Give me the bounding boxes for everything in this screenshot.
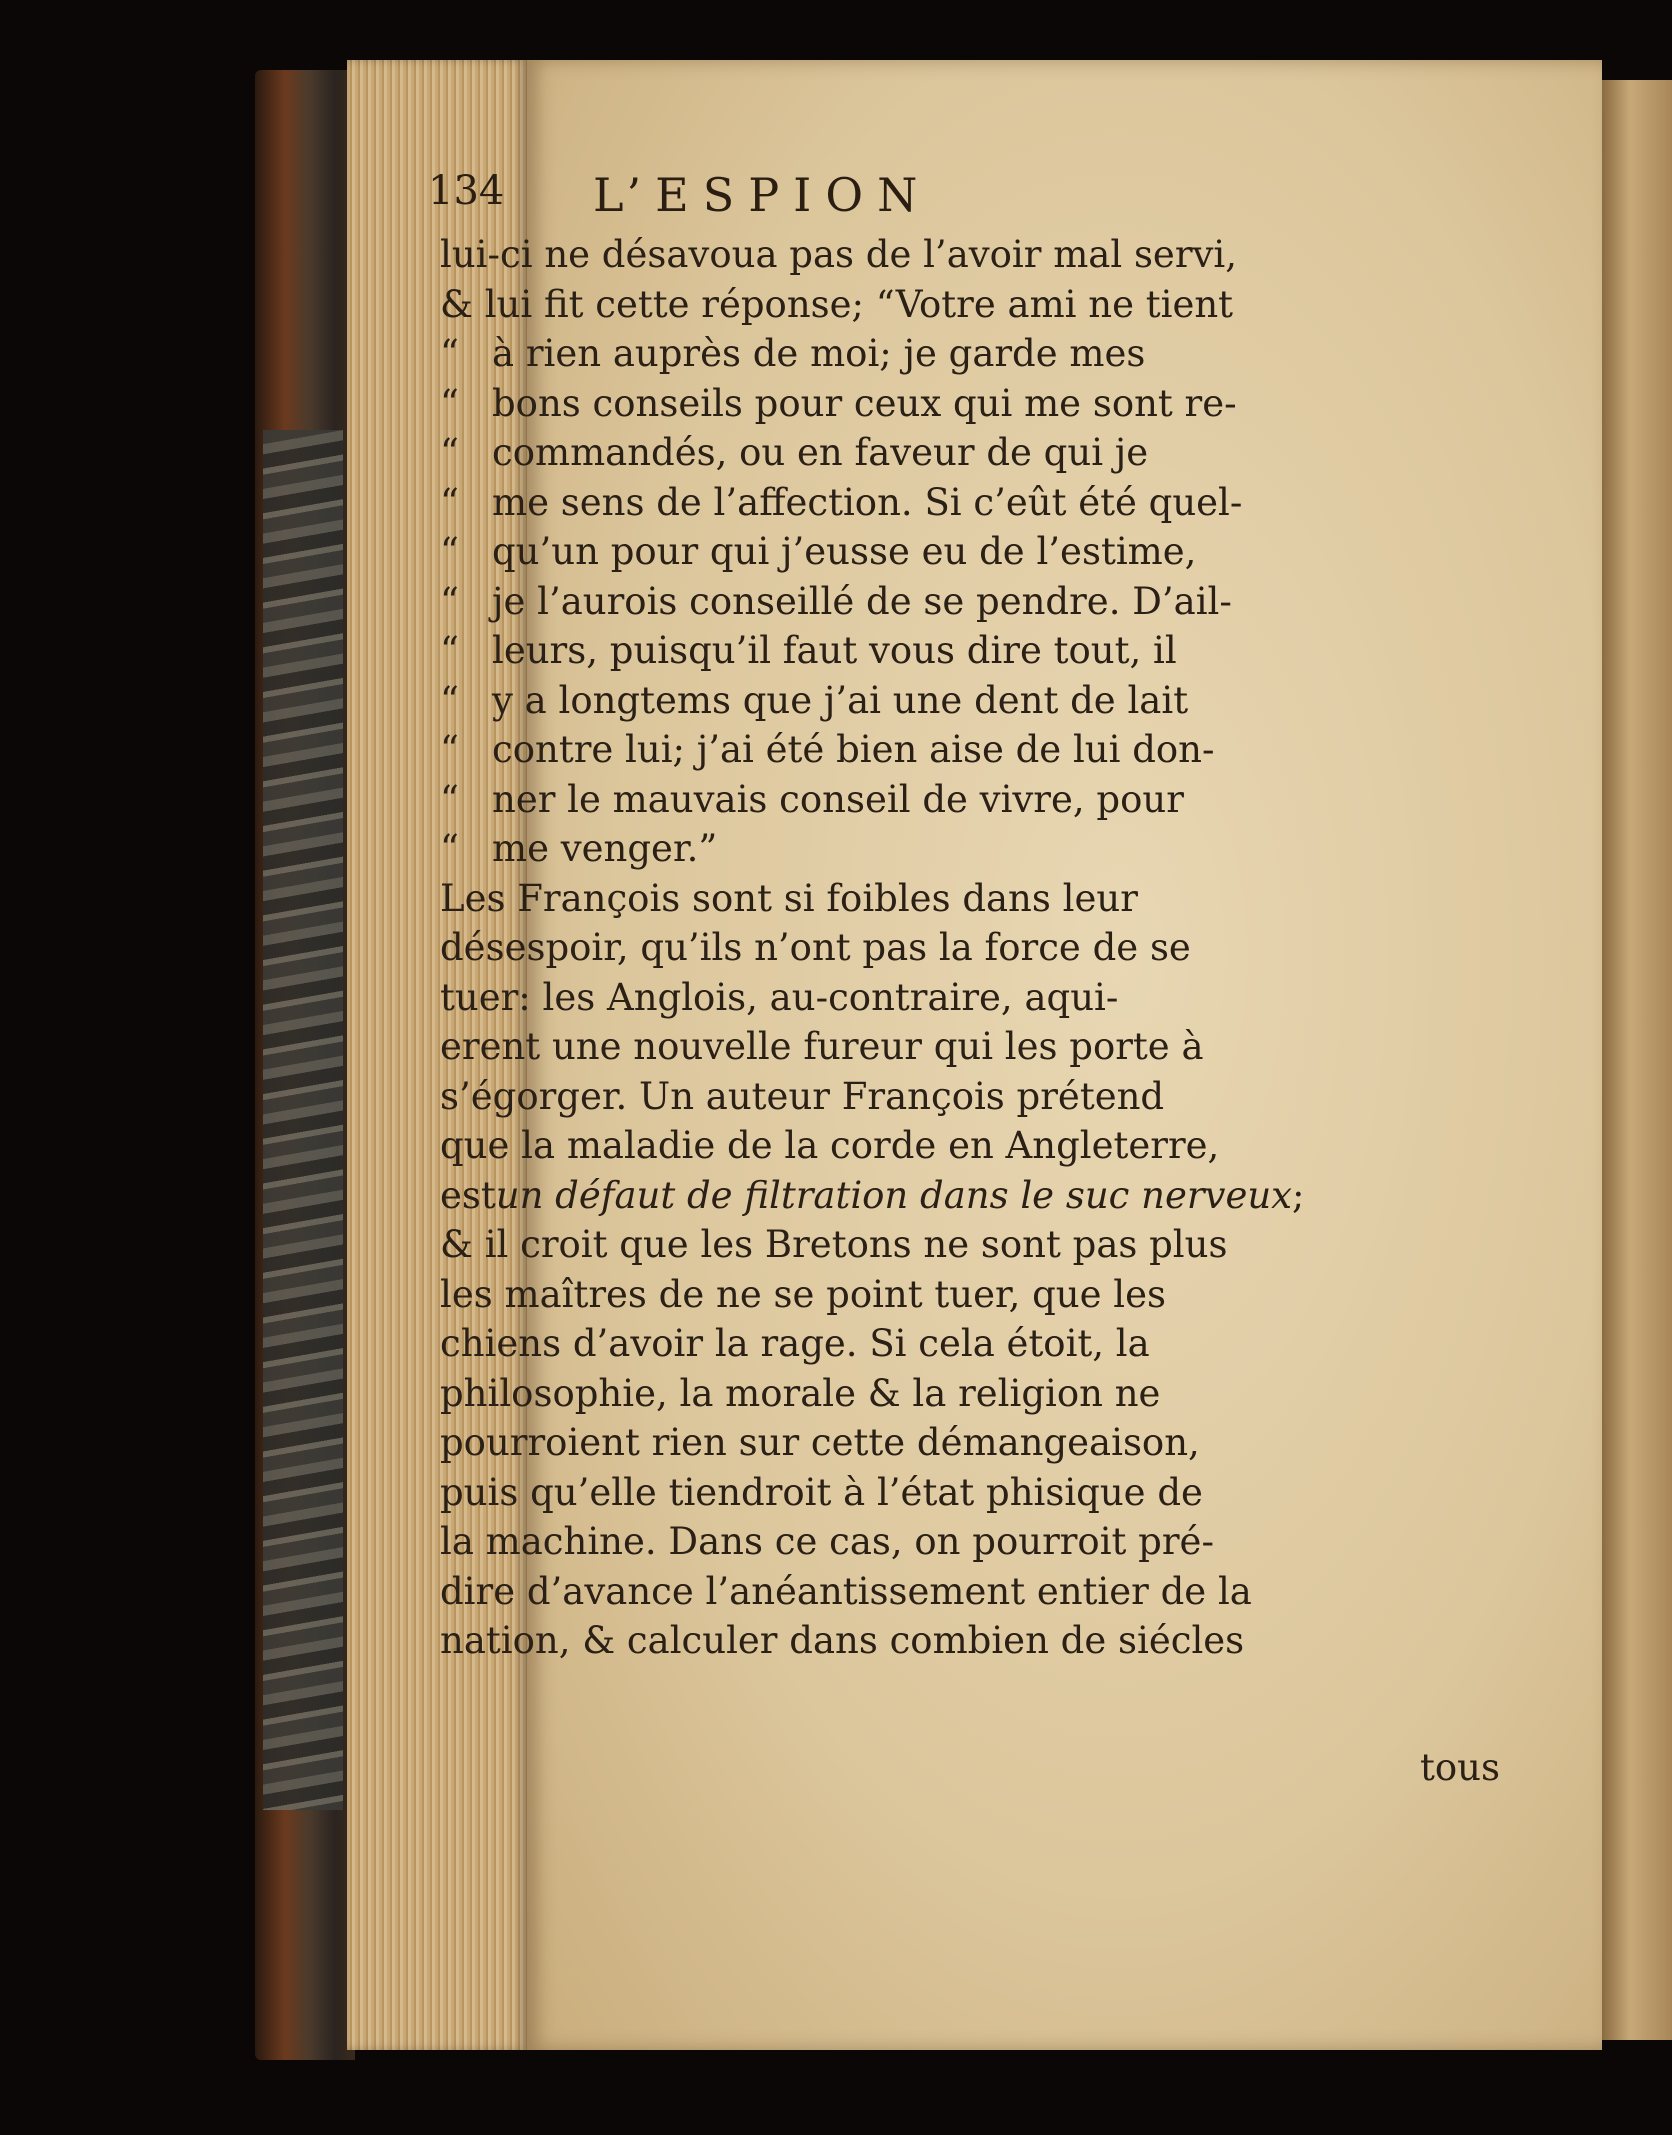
text-line (440, 923, 1280, 973)
line-text: est (440, 1173, 496, 1217)
line-text: & il croit que les Bretons ne sont pas plus (440, 1223, 1228, 1266)
text-line (440, 626, 1280, 676)
text-line (440, 1418, 1280, 1468)
text-line (440, 230, 1280, 280)
line-text: désespoir, qu’ils n’ont pas la force de se (440, 926, 1191, 969)
line-text: à rien auprès de moi; je garde mes (492, 332, 1146, 375)
book-spine (255, 70, 355, 2060)
body-text (440, 230, 1305, 1666)
line-text: la machine. Dans ce cas, on pourroit pré- (440, 1520, 1214, 1563)
line-text: les maîtres de ne se point tuer, que les (440, 1272, 1167, 1316)
line-text: lui-ci ne désavoua pas de l’avoir mal servi, (440, 233, 1238, 276)
quote-mark: “ (440, 431, 459, 474)
text-line (440, 676, 1280, 726)
text-line (440, 329, 1280, 379)
line-text: philosophie, la morale & la religion ne (440, 1371, 1161, 1415)
line-text: que la maladie de la corde en Angleterre, (440, 1124, 1220, 1167)
line-text: contre lui; j’ai été bien aise de lui don- (492, 728, 1215, 771)
line-text: nation, & calculer dans combien de siécles (440, 1619, 1245, 1662)
marbled-cover (263, 430, 343, 1810)
text-line (440, 1220, 1280, 1270)
line-text: me venger.” (492, 827, 718, 870)
text-line (440, 874, 1280, 924)
line-text: bons conseils pour ceux qui me sont re- (492, 381, 1237, 425)
quote-mark: “ (440, 827, 459, 870)
quote-mark: “ (440, 381, 459, 425)
line-text: je l’aurois conseillé de se pendre. D’ail- (492, 579, 1232, 623)
text-line (440, 1616, 1280, 1666)
line-text: me sens de l’affection. Si c’eût été quel- (492, 480, 1243, 524)
line-text: ner le mauvais conseil de vivre, pour (492, 777, 1184, 821)
italic-text: un défaut de filtration dans le suc nerveux (495, 1173, 1293, 1217)
line-text: chiens d’avoir la rage. Si cela étoit, la (440, 1322, 1150, 1365)
text-line (440, 478, 1280, 528)
quote-mark: “ (440, 728, 459, 771)
quote-mark: “ (440, 678, 459, 722)
text-line (440, 824, 1280, 874)
text-line (440, 1369, 1280, 1419)
line-text: s’égorger. Un auteur François prétend (440, 1074, 1165, 1118)
text-line (440, 527, 1280, 577)
line-text: puis qu’elle tiendroit à l’état phisique de (440, 1470, 1203, 1514)
text-line (440, 1072, 1280, 1122)
text-line (440, 280, 1280, 330)
text-line (440, 1022, 1280, 1072)
quote-mark: “ (440, 777, 459, 821)
line-text: commandés, ou en faveur de qui je (492, 431, 1149, 474)
text-line (440, 973, 1280, 1023)
text-line (440, 775, 1280, 825)
quote-mark: “ (440, 530, 459, 573)
text-line (440, 1517, 1280, 1567)
facing-page-edge (1602, 80, 1672, 2040)
text-line (440, 725, 1280, 775)
quote-mark: “ (440, 629, 459, 672)
line-text: & lui fit cette réponse; “Votre ami ne tient (440, 282, 1234, 326)
text-line (440, 1270, 1280, 1320)
line-text: leurs, puisqu’il faut vous dire tout, il (492, 629, 1177, 672)
text-line (440, 577, 1280, 627)
line-text: Les François sont si foibles dans leur (440, 876, 1138, 920)
text-line (440, 1319, 1280, 1369)
running-title: L’ESPION (593, 168, 932, 222)
line-text: pourroient rien sur cette démangeaison, (440, 1421, 1200, 1464)
quote-mark: “ (440, 579, 459, 623)
text-line (440, 1468, 1280, 1518)
text-line (440, 379, 1280, 429)
page-number: 134 (428, 168, 505, 214)
line-text: qu’un pour qui j’eusse eu de l’estime, (492, 530, 1197, 573)
quote-mark: “ (440, 332, 459, 375)
line-text: y a longtems que j’ai une dent de lait (492, 678, 1189, 722)
line-text: tuer: les Anglois, au-contraire, aqui- (440, 975, 1119, 1019)
catchword: tous (1420, 1746, 1500, 1789)
text-line (440, 1171, 1305, 1221)
line-text-end: ; (1292, 1173, 1305, 1217)
text-line (440, 1121, 1280, 1171)
text-line (440, 1567, 1280, 1617)
line-text: erent une nouvelle fureur qui les porte à (440, 1025, 1204, 1068)
text-line (440, 428, 1280, 478)
line-text: dire d’avance l’anéantissement entier de la (440, 1569, 1252, 1613)
running-head (428, 168, 1328, 228)
quote-mark: “ (440, 480, 459, 524)
